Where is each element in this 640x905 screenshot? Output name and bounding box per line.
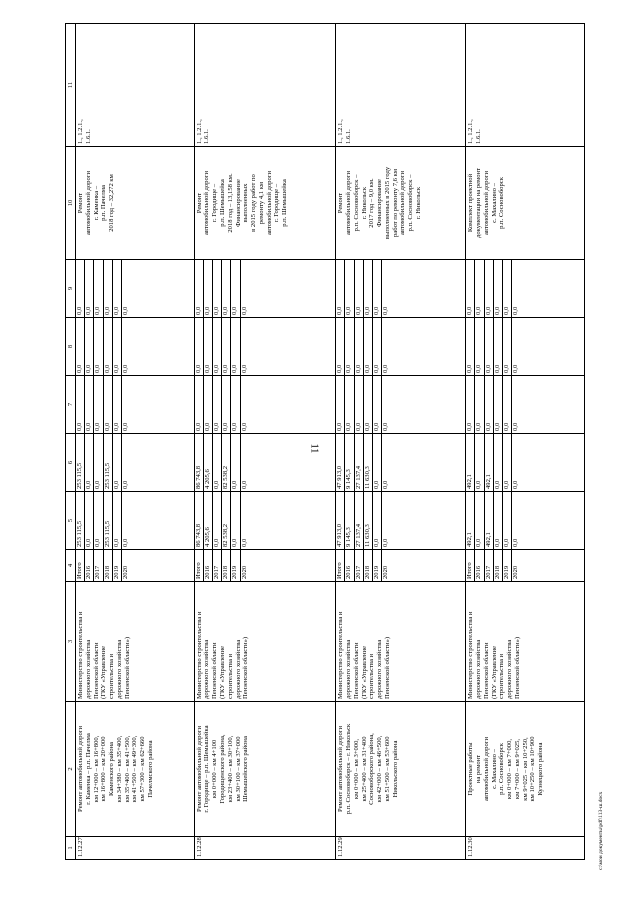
value-cell: 0,0 — [94, 492, 103, 549]
value-cell: Итого — [195, 550, 204, 581]
value-cell: 0,0 — [204, 260, 213, 317]
value-cell: 0,0 — [195, 260, 204, 317]
value-cell: 0,0 — [345, 318, 354, 375]
value-cell: 2017 — [94, 550, 103, 581]
c5-values — [76, 492, 195, 550]
value-cell: 11 630,3 — [364, 492, 373, 549]
value-cell: 0,0 — [373, 260, 382, 317]
value-cell: 0,0 — [222, 260, 231, 317]
table-row — [336, 24, 466, 860]
value-cell: 0,0 — [512, 538, 520, 547]
col-header-6: 6 — [66, 434, 76, 492]
value-cell: 2017 — [485, 550, 494, 581]
col-header-3: 3 — [66, 582, 76, 702]
value-cell: 9 145,3 — [345, 492, 354, 549]
value-cell: 2019 — [113, 550, 122, 581]
value-cell: Итого — [466, 550, 475, 581]
value-cell: 0,0 — [231, 376, 240, 433]
row-number: 1.12.30. — [466, 837, 585, 860]
value-cell: 0,0 — [512, 364, 520, 373]
col-header-7: 7 — [66, 376, 76, 434]
col-header-9: 9 — [66, 260, 76, 318]
value-cell: 0,0 — [336, 376, 345, 433]
value-cell: 0,0 — [485, 318, 494, 375]
indicator-refs: 1., 1.2.1., 1.6.1. — [76, 24, 195, 147]
value-cell: 0,0 — [382, 538, 390, 547]
value-cell: 0,0 — [475, 376, 484, 433]
value-cell: 4 205,6 — [204, 492, 213, 549]
value-cell: 0,0 — [213, 376, 222, 433]
value-cell: 0,0 — [94, 376, 103, 433]
value-cell: 0,0 — [113, 492, 122, 549]
value-cell: 2020 — [240, 565, 248, 579]
value-cell: 2016 — [204, 550, 213, 581]
c6-values — [336, 434, 466, 492]
value-cell: 0,0 — [195, 318, 204, 375]
value-cell: 492,1 — [466, 492, 475, 549]
value-cell: 0,0 — [76, 376, 85, 433]
value-cell: 0,0 — [373, 318, 382, 375]
value-cell: 0,0 — [231, 434, 240, 491]
value-cell: 253 115,5 — [104, 434, 113, 491]
value-cell: 0,0 — [222, 376, 231, 433]
value-cell: 0,0 — [85, 260, 94, 317]
value-cell: 253 115,5 — [76, 434, 85, 491]
c5-values — [194, 492, 336, 550]
c8-values — [194, 318, 336, 376]
footer-file-path: c:\мои документы\pdf\113-ш.docx — [598, 791, 604, 870]
value-cell: Итого — [76, 550, 85, 581]
value-cell: 0,0 — [512, 422, 520, 431]
value-cell: 2020 — [512, 565, 520, 579]
value-cell: 0,0 — [204, 318, 213, 375]
value-cell: 0,0 — [475, 318, 484, 375]
c6-values — [194, 434, 336, 492]
value-cell: 0,0 — [494, 260, 503, 317]
indicator-refs: 1., 1.2.1., 1.6.1. — [194, 24, 336, 147]
value-cell: 0,0 — [121, 538, 129, 547]
value-cell: 0,0 — [512, 306, 520, 315]
col-header-2: 2 — [66, 702, 76, 837]
value-cell: 9 145,3 — [345, 434, 354, 491]
c8-values — [466, 318, 585, 376]
value-cell: 0,0 — [494, 376, 503, 433]
rotated-table-frame — [65, 35, 585, 860]
value-cell: 2016 — [345, 550, 354, 581]
value-cell: 86 743,8 — [195, 492, 204, 549]
c6-values — [76, 434, 195, 492]
executor: Министерство строительства и дорожного хозяйства Пензенской области (ГКУ «Управление строительства и дорожного хозяйства Пензенской области») — [466, 582, 585, 702]
c9-values — [76, 260, 195, 318]
row-number: 1.12.27. — [76, 837, 195, 860]
value-cell: 2020 — [121, 565, 129, 579]
value-cell: Итого — [336, 550, 345, 581]
years-values — [336, 550, 466, 582]
table-row — [76, 24, 195, 860]
value-cell: 0,0 — [213, 492, 222, 549]
c7-values — [466, 376, 585, 434]
value-cell: 0,0 — [113, 318, 122, 375]
value-cell: 0,0 — [76, 260, 85, 317]
c9-values — [466, 260, 585, 318]
value-cell: 0,0 — [113, 376, 122, 433]
value-cell: 0,0 — [475, 492, 484, 549]
value-cell: 0,0 — [222, 318, 231, 375]
value-cell: 86 743,8 — [195, 434, 204, 491]
expected-result: Ремонт автомобильной дороги г. Каменка – р.п. Пачелма 2018 год – 32,272 км — [76, 147, 195, 260]
value-cell: 0,0 — [121, 422, 129, 431]
value-cell: 0,0 — [382, 306, 390, 315]
value-cell: 0,0 — [121, 480, 129, 489]
value-cell: 0,0 — [231, 318, 240, 375]
col-header-5: 5 — [66, 492, 76, 550]
value-cell: 0,0 — [503, 492, 512, 549]
value-cell: 0,0 — [345, 260, 354, 317]
col-header-4: 4 — [66, 550, 76, 582]
value-cell: 2019 — [503, 550, 512, 581]
value-cell: 2019 — [231, 550, 240, 581]
value-cell: 0,0 — [76, 318, 85, 375]
measure-name: Ремонт автомобильной дороги г. Каменка – р.п. Пачелма км 12+000 – км 16+800, км 16+800 – км 20+000 Каменского района км 34+380 – км 35+400, км 35+400 – км 41+500, км 41+500 – км 49+300, км 57+300 – км 62+660 Пачелмского района — [76, 702, 195, 837]
value-cell: 47 913,0 — [336, 492, 345, 549]
value-cell: 0,0 — [475, 434, 484, 491]
value-cell: 0,0 — [373, 492, 382, 549]
value-cell: 2019 — [373, 550, 382, 581]
value-cell: 0,0 — [503, 318, 512, 375]
years-values — [76, 550, 195, 582]
value-cell: 0,0 — [364, 318, 373, 375]
value-cell: 2018 — [104, 550, 113, 581]
value-cell: 0,0 — [85, 434, 94, 491]
value-cell: 0,0 — [104, 260, 113, 317]
value-cell: 253 115,5 — [76, 492, 85, 549]
value-cell: 2018 — [494, 550, 503, 581]
value-cell: 0,0 — [494, 318, 503, 375]
value-cell: 2016 — [85, 550, 94, 581]
measure-name: Ремонт автомобильной дороги г. Городище – р.п. Шемышейка км 0+000 – км 4+100 Городищенского района, км 23+400 – км 30+100, км 30+100 – км 37+000 Шемышейского района — [194, 702, 336, 837]
indicator-refs: 1., 1.2.1., 1.6.1. — [336, 24, 466, 147]
years-values — [466, 550, 585, 582]
page-number: 11 — [308, 443, 320, 454]
c8-values — [336, 318, 466, 376]
value-cell: 0,0 — [94, 318, 103, 375]
table-row — [194, 24, 336, 860]
value-cell: 27 137,4 — [355, 434, 364, 491]
value-cell: 0,0 — [231, 260, 240, 317]
value-cell: 0,0 — [382, 422, 390, 431]
value-cell: 0,0 — [94, 434, 103, 491]
value-cell: 0,0 — [121, 306, 129, 315]
value-cell: 253 115,5 — [104, 492, 113, 549]
value-cell: 0,0 — [336, 260, 345, 317]
value-cell: 0,0 — [94, 260, 103, 317]
row-number: 1.12.29. — [336, 837, 466, 860]
c9-values — [194, 260, 336, 318]
value-cell: 0,0 — [195, 376, 204, 433]
value-cell: 82 538,2 — [222, 492, 231, 549]
value-cell: 0,0 — [113, 260, 122, 317]
value-cell: 0,0 — [373, 376, 382, 433]
value-cell: 0,0 — [503, 376, 512, 433]
value-cell: 0,0 — [382, 480, 390, 489]
col-header-10: 10 — [66, 147, 76, 260]
value-cell: 0,0 — [213, 260, 222, 317]
value-cell: 0,0 — [240, 538, 248, 547]
value-cell: 27 137,4 — [355, 492, 364, 549]
value-cell: 0,0 — [204, 376, 213, 433]
value-cell: 0,0 — [364, 376, 373, 433]
value-cell: 82 538,2 — [222, 434, 231, 491]
value-cell: 0,0 — [494, 434, 503, 491]
value-cell: 0,0 — [355, 260, 364, 317]
col-header-11: 11 — [66, 24, 76, 147]
value-cell: 2018 — [364, 550, 373, 581]
c5-values — [466, 492, 585, 550]
c6-values — [466, 434, 585, 492]
value-cell: 0,0 — [345, 376, 354, 433]
value-cell: 0,0 — [485, 376, 494, 433]
expected-result: Комплект проектной документации на ремонт автомобильной дороги с. Махалино – р.п. Сосновоборск — [466, 147, 585, 260]
value-cell: 4 205,6 — [204, 434, 213, 491]
value-cell: 47 913,0 — [336, 434, 345, 491]
value-cell: 0,0 — [104, 318, 113, 375]
value-cell: 2017 — [355, 550, 364, 581]
value-cell: 11 630,3 — [364, 434, 373, 491]
executor: Министерство строительства и дорожного хозяйства Пензенской области (ГКУ «Управление строительства и дорожного хозяйства Пензенской области») — [194, 582, 336, 702]
col-header-8: 8 — [66, 318, 76, 376]
c7-values — [336, 376, 466, 434]
value-cell: 492,1 — [466, 434, 475, 491]
value-cell: 0,0 — [466, 318, 475, 375]
years-values — [194, 550, 336, 582]
value-cell: 0,0 — [364, 260, 373, 317]
value-cell: 2017 — [213, 550, 222, 581]
value-cell: 0,0 — [85, 318, 94, 375]
value-cell: 0,0 — [85, 492, 94, 549]
value-cell: 0,0 — [355, 318, 364, 375]
value-cell: 0,0 — [466, 376, 475, 433]
row-number: 1.12.28. — [194, 837, 336, 860]
value-cell: 0,0 — [240, 480, 248, 489]
value-cell: 492,1 — [485, 492, 494, 549]
program-table — [65, 23, 585, 860]
expected-result: Ремонт автомобильной дороги р.п. Сосновоборск – г. Никольск 2017 год – 9,0 км. Финансирование выполненных в 2015 году работ по ремонту 7,6 км автомобильной дороги р.п. Сосновоборск – г. Никольск — [336, 147, 466, 260]
expected-result: Ремонт автомобильной дороги г. Городище – р.п. Шемышейка 2018 год – 13,158 км. Финансирование выполненных в 2015 году работ по ремонту 4,1 км автомобильной дороги г. Городище – р.п. Шемышейка — [194, 147, 336, 260]
executor: Министерство строительства и дорожного хозяйства Пензенской области (ГКУ «Управление строительства и дорожного хозяйства Пензенской области») — [336, 582, 466, 702]
c7-values — [194, 376, 336, 434]
measure-name: Проектные работы на ремонт автомобильной дороги с. Махалино – р.п. Сосновоборск км 0+000 – км 7+000, км 7+000 – км 9+025, км 9+025 – км 10+250, км 10+250 – км 10+900 Кузнецкого района — [466, 702, 585, 837]
value-cell: 0,0 — [373, 434, 382, 491]
value-cell: 0,0 — [231, 492, 240, 549]
measure-name: Ремонт автомобильной дороги р.п. Сосновоборск – г. Никольск км 0+000 – км 3+000, км 25+400 – км 31+400 Сосновоборского района, км 42+000 – км 46+500, км 51+500 – км 53+600 Никольского района — [336, 702, 466, 837]
value-cell: 2018 — [222, 550, 231, 581]
value-cell: 0,0 — [336, 318, 345, 375]
indicator-refs: 1., 1.2.1., 1.6.1. — [466, 24, 585, 147]
value-cell: 492,1 — [485, 434, 494, 491]
value-cell: 0,0 — [240, 364, 248, 373]
value-cell: 0,0 — [382, 364, 390, 373]
value-cell: 2020 — [382, 565, 390, 579]
c7-values — [76, 376, 195, 434]
value-cell: 0,0 — [213, 434, 222, 491]
value-cell: 0,0 — [85, 376, 94, 433]
value-cell: 0,0 — [475, 260, 484, 317]
executor: Министерство строительства и дорожного хозяйства Пензенской области (ГКУ «Управление строительства и дорожного хозяйства Пензенской области») — [76, 582, 195, 702]
c8-values — [76, 318, 195, 376]
value-cell: 0,0 — [503, 260, 512, 317]
value-cell: 0,0 — [466, 260, 475, 317]
column-number-row — [66, 24, 76, 860]
value-cell: 0,0 — [104, 376, 113, 433]
value-cell: 0,0 — [240, 422, 248, 431]
value-cell: 0,0 — [113, 434, 122, 491]
value-cell: 0,0 — [494, 492, 503, 549]
value-cell: 0,0 — [121, 364, 129, 373]
c5-values — [336, 492, 466, 550]
c9-values — [336, 260, 466, 318]
value-cell: 0,0 — [503, 434, 512, 491]
value-cell: 0,0 — [485, 260, 494, 317]
value-cell: 2016 — [475, 550, 484, 581]
value-cell: 0,0 — [355, 376, 364, 433]
value-cell: 0,0 — [213, 318, 222, 375]
value-cell: 0,0 — [512, 480, 520, 489]
table-row — [466, 24, 585, 860]
value-cell: 0,0 — [240, 306, 248, 315]
col-header-1: 1 — [66, 837, 76, 860]
